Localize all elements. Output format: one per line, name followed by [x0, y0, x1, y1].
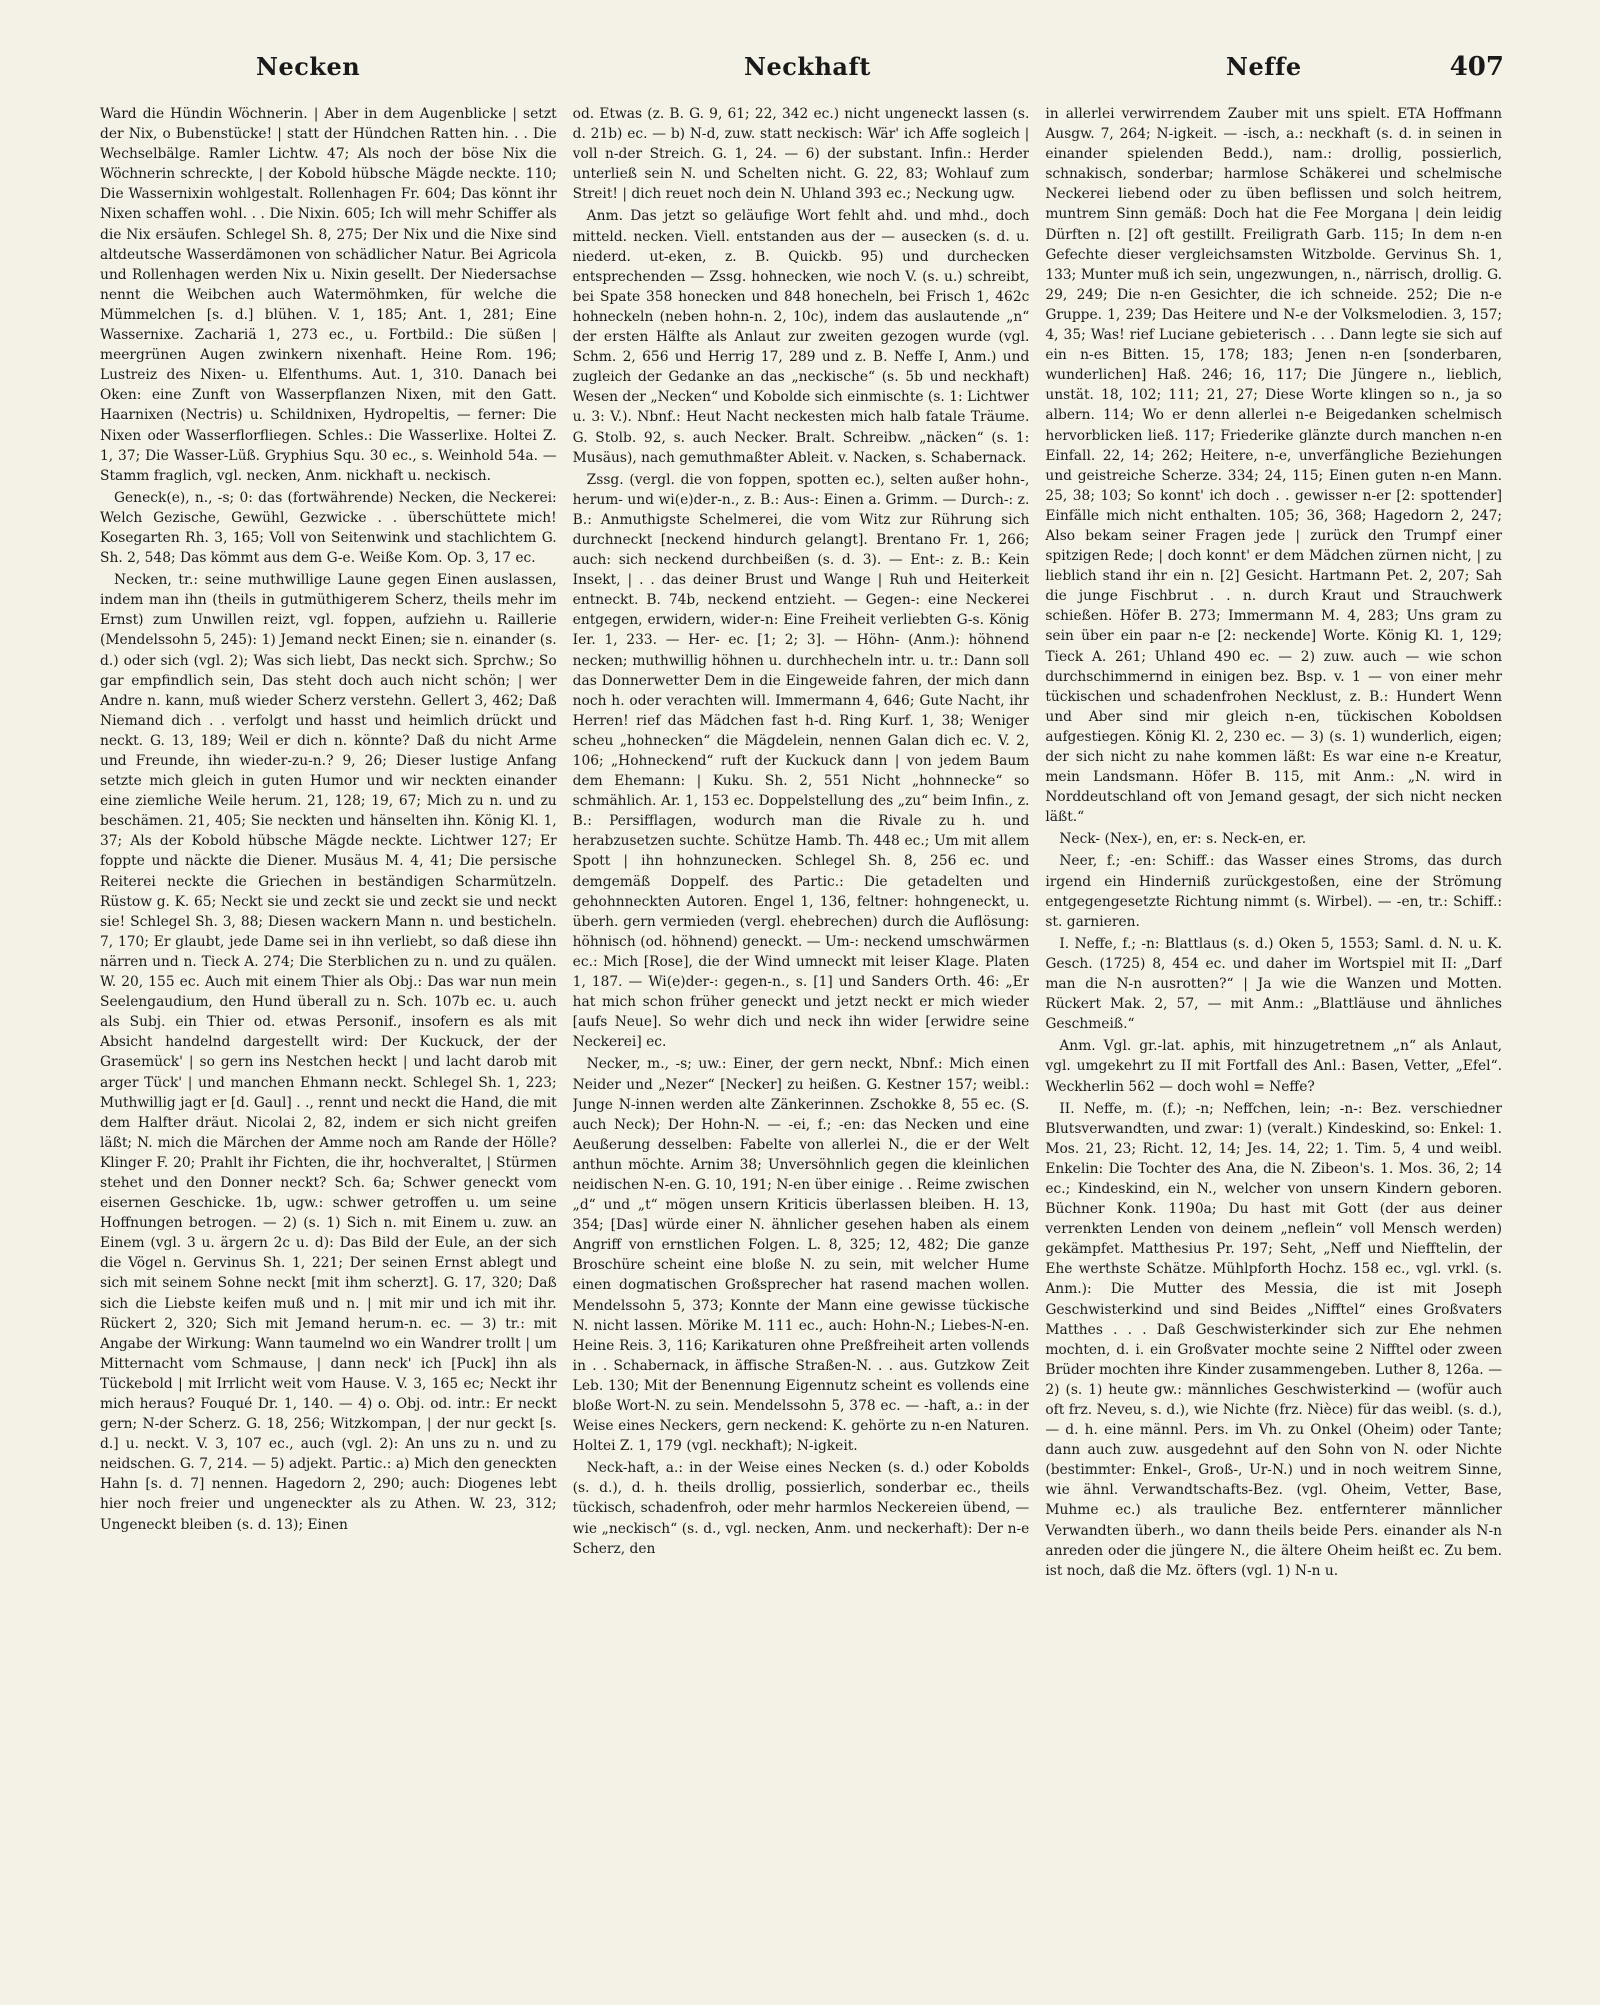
entry-paragraph: Neck-haft, a.: in der Weise eines Necken (s. d.) oder Kobolds (s. d.), d. h. theils drollig, possierlich, sonderbar ec., theils tückisch, schadenfroh, oder mehr harmlos Neckereien übend, — wie „neckisch“ (s. d., vgl. necken, Anm. und neckerhaft): Der n-e Scherz, den: [572, 1460, 1030, 1557]
entry-paragraph: Necker, m., -s; uw.: Einer, der gern neckt, Nbnf.: Mich einen Neider und „Nezer“ [Necker] zu heißen. G. Kestner 157; weibl.: Junge N-innen werden alte Zänkerinnen. Zschokke 8, 55 ec. (S. auch Neck); Der Hohn-N. — -ei, f.; -en: das Necken und eine Aeußerung desselben: Fabelte von allerlei N., die er der Welt anthun möchte. Arnim 38; Unversöhnlich gegen die kleinlichen neidischen N-en. G. 10, 191; N-en über einige . . Reime zwischen „d“ und „t“ mögen unsern Kriticis überlassen bleiben. H. 13, 354; [Das] würde einer N. ähnlicher gesehen haben als einem Angriff von ernstlichen Folgen. L. 8, 325; 12, 482; Die ganze Broschüre scheint eine bloße N. zu sein, mit welcher Hume einen dogmatischen Großsprecher hat rasend machen wollen. Mendelssohn 5, 373; Konnte der Mann eine gewisse tückische N. nicht lassen. Mörike M. 111 ec., auch: Hohn-N.; Liebes-N-en. Heine Reis. 3, 116; Karikaturen ohne Preßfreiheit arten vollends in . . Schabernack, in äffische Straßen-N. . . aus. Gutzkow Zeit Leb. 130; Mit der Benennung Eigennutz scheint es vollends eine bloße Wort-N. zu sein. Mendelssohn 5, 378 ec. — -haft, a.: in der Weise eines Neckers, gern neckend: K. gehörte zu n-en Naturen. Holtei Z. 1, 179 (vgl. neckhaft); N-igkeit.: [572, 1056, 1030, 1455]
column-2: [573, 104, 1030, 1974]
entry-paragraph: Necken, tr.: seine muthwillige Laune gegen Einen auslassen, indem man ihn (theils in gutmüthigerem Scherz, theils mehr im Ernst) zum Unwillen reizt, vgl. foppen, aufziehn u. Raillerie (Mendelssohn 5, 245): 1) Jemand neckt Einen; sie n. einander (s. d.) oder sich (vgl. 2); Was sich liebt, Das neckt sich. Sprchw.; So gar empfindlich sein, Das steht doch auch nicht schön; | wer Andre n. kann, muß wieder Scherz verstehn. Gellert 3, 462; Daß Niemand dich . . verfolgt und hasst und heimlich drückt und neckt. G. 13, 189; Weil er dich n. könnte? Daß du nicht Arme und Freunde, ihn wieder-zu-n.? 9, 26; Dieser lustige Anfang setzte mich gleich in guten Humor und wir neckten einander eine ziemliche Weile herum. 21, 128; 19, 67; Mich zu n. und zu beschämen. 21, 405; Sie neckten und hänselten ihn. König Kl. 1, 37; Als der Kobold hübsche Mägde neckte. Lichtwer 127; Er foppte und näckte die Diener. Musäus M. 4, 41; Die persische Reiterei neckte die Griechen in beständigen Scharmützeln. Rüstow g. K. 65; Neckt sie und zeckt sie und zeckt sie und neckt sie! Schlegel Sh. 3, 88; Diesen wackern Mann n. und besticheln. 7, 170; Er glaubt, jede Dame sei in ihn verliebt, so daß diese ihn närren und n. Tieck A. 274; Die Sterblichen zu n. und zu quälen. W. 20, 155 ec. Auch mit einem Thier als Obj.: Das war nun mein Seelengaudium, den Hund überall zu n. Sch. 107b ec. u. auch als Subj. ein Thier od. etwas Personif., insofern es als mit Absicht handelnd dargestellt wird: Der Kuckuck, der der Grasemück' | so gern ins Nestchen heckt | und lacht darob mit arger Tück' | und manchen Ehmann neckt. Schlegel Sh. 1, 223; Muthwillig jagt er [d. Gaul] . ., rennt und neckt die Hand, die mit dem Halfter dräut. Nicolai 2, 82, indem er sich nicht greifen läßt; N. mich die Märchen der Amme noch am Rande der Hölle? Klinger F. 20; Prahlt ihr Fichten, die ihr, hochveraltet, | Stürmen stehet und den Donner neckt? Sch. 6a; Schwer geneckt vom eisernen Geschicke. 1b, ugw.: schwer getroffen u. um seine Hoffnungen betrogen. — 2) (s. 1) Sich n. mit Einem u. zuw. an Einem (vgl. 3 u. ärgern 2c u. d): Das Bild der Eule, an der sich die Vögel n. Gervinus Sh. 1, 221; Der seinen Ernst ablegt und sich mit seinem Sohne neckt [mit ihm scherzt]. G. 17, 320; Daß sich die Liebste keifen muß und n. | mit mir und ich mit ihr. Rückert 2, 320; Sich mit Jemand herum-n. ec. — 3) tr.: mit Angabe der Wirkung: Wann taumelnd wo ein Wandrer trollt | um Mitternacht vom Schmause, | dann neck' ich [Puck] ihn als Tückebold | mit Irrlicht weit vom Hause. V. 3, 165 ec; Neckt ihr mich heraus? Fouqué Dr. 1, 140. — 4) o. Obj. od. intr.: Er neckt gern; N-der Scherz. G. 18, 256; Witzkompan, | der nur geckt [s. d.] u. neckt. V. 3, 107 ec., auch (vgl. 2): An uns zu n. und zu neidschen. G. 7, 214. — 5) adjekt. Partic.: a) Mich den geneckten Hahn [s. d. 7] nennen. Hagedorn 2, 290; auch: Diogenes lebt hier noch freier und ungeneckter als zu Athen. W. 23, 312; Ungeneckt bleiben (s. d. 13); Einen: [100, 572, 557, 1533]
running-head: [96, 52, 1504, 92]
text-columns: [100, 104, 1502, 1974]
entry-paragraph: II. Neffe, m. (f.); -n; Neffchen, lein; -n-: Bez. verschiedner Blutsverwandten, und zwar: 1) (veralt.) Kindeskind, so: Enkel: 1. Mos. 21, 23; Richt. 12, 14; Jes. 14, 22; 1. Tim. 5, 4 und weibl. Enkelin: Die Tochter des Ana, die N. Zibeon's. 1. Mos. 36, 2; 14 ec.; Kindeskind, ein N., welcher von unsern Kindern geboren. Büchner Konk. 1190a; Du hast mit Gott (der aus deiner verrenkten Lenden von deinem „neflein“ voll Mensch werden) gekämpfet. Matthesius Pr. 197; Seht, „Neff und Niefftelin, der Ehe werthste Schätze. Mühlpforth Hochz. 158 ec., vgl. vrkl. (s. Anm.): Die Mutter des Messia, die ist mit Joseph Geschwisterkind und sind Beides „Nifftel“ eines Großvaters Matthes . . . Daß Geschwisterkinder sich zur Ehe nehmen mochten, d. i. ein Großvater mochte seine 2 Nifftel oder zween Brüder mochten ihre Kinder zusammengeben. Luther 8, 126a. — 2) (s. 1) heute gw.: männliches Geschwisterkind — (wofür auch oft frz. Neveu, s. d.), wie Nichte (frz. Nièce) für das weibl. (s. d.), — d. h. eine männl. Pers. im Vh. zu Onkel (Oheim) oder Tante; dann auch zuw. ausgedehnt auf den Sohn von N. oder Nichte (bestimmter: Enkel-, Groß-, Ur-N.) und in noch weitrem Sinne, wie ähnl. Verwandtschafts-Bez. (vgl. Oheim, Vetter, Base, Muhme ec.) als trauliche Bez. entfernterer männlicher Verwandten überh., wo dann theils beide Pers. einander als N-n anreden oder die jüngere N., die ältere Oheim heißt ec. Zu bem. ist noch, daß die Mz. öfters (vgl. 1) N-n u.: [1045, 1100, 1502, 1579]
entry-paragraph: Neck- (Nex-), en, er: s. Neck-en, er.: [1059, 831, 1307, 848]
header-center-word: Neckhaft: [744, 52, 871, 81]
entry-paragraph: I. Neffe, f.; -n: Blattlaus (s. d.) Oken 5, 1553; Saml. d. N. u. K. Gesch. (1725) 8, 454 ec. und daher im Wortspiel mit II: „Darf man die N-n ausrotten?“ | Ja wie die Wanzen und Motten. Rückert Mak. 2, 57, — mit Anm.: „Blattläuse und ähnliches Geschmeiß.“: [1045, 935, 1502, 1033]
entry-paragraph: od. Etwas (z. B. G. 9, 61; 22, 342 ec.) nicht ungeneckt lassen (s. d. 21b) ec. — b) N-d, zuw. statt neckisch: Wär' ich Affe sogleich | voll n-der Streich. G. 1, 24. — 6) der substant. Infin.: Herder unterließ sein N. und Schelten nicht. G. 22, 83; Wohlauf zum Streit! | dich reuet noch dein N. Uhland 393 ec.; Neckung ugw.: [572, 106, 1030, 203]
entry-paragraph: Anm. Vgl. gr.-lat. aphis, mit hinzugetretnem „n“ als Anlaut, vgl. umgekehrt zu II mit Fortfall des Anl.: Basen, Vetter, „Efel“. Weckherlin 562 — doch wohl = Neffe?: [1045, 1038, 1502, 1095]
header-right-word: Neffe: [1226, 52, 1302, 81]
entry-paragraph: Geneck(e), n., -s; 0: das (fortwährende) Necken, die Neckerei: Welch Gezische, Gewühl, Gezwicke . . überschüttete mich! Kosegarten Rh. 3, 165; Voll von Seitenwink und stachlichtem G. Sh. 2, 548; Das kömmt aus dem G-e. Weiße Kom. Op. 3, 17 ec.: [100, 489, 557, 567]
entry-paragraph: Anm. Das jetzt so geläufige Wort fehlt ahd. und mhd., doch mitteld. necken. Viell. entstanden aus der — ausecken (s. d. u. niederd. ut-eken, z. B. Quickb. 95) und durchecken entsprechenden — Zssg. hohnecken, wie noch V. (s. u.) schreibt, bei Spate 358 honecken und 848 honecheln, bei Frisch 1, 462c hohneckeln (neben hohn-n. 2, 10c), indem das auslautende „n“ der ersten Hälfte als Anlaut zur zweiten gezogen wurde (vgl. Schm. 2, 656 und Herrig 17, 289 und z. B. Neffe I, Anm.) und zugleich der Gedanke an das „neckische“ (s. 5b und neckhaft) Wesen der „Necken“ und Kobolde sich einmischte (s. 1: Lichtwer u. 3: V.). Nbnf.: Heut Nacht neckesten mich halb fatale Träume. G. Stolb. 92, s. auch Necker. Bralt. Schreibw. „näcken“ (s. 1: Musäus), nach gemuthmaßter Ableit. v. Nacken, s. Schabernack.: [572, 208, 1030, 466]
header-left-word: Necken: [256, 52, 361, 81]
entry-paragraph: Zssg. (vergl. die von foppen, spotten ec.), selten außer hohn-, herum- und wi(e)der-n., z. B.: Aus-: Einen a. Grimm. — Durch-: z. B.: Anmuthigste Schelmerei, die vom Witz zur Rührung sich durchneckt [neckend hindurch gelangt]. Brentano Fr. 1, 266; auch: sich neckend durchbeißen (s. d. 3). — Ent-: z. B.: Kein Insekt, | . . das deiner Brust und Wange | Ruh und Heiterkeit entneckt. B. 74b, neckend entzieht. — Gegen-: eine Neckerei entgegen, erwidern, wider-n: Eine Freiheit verliebten G-s. König Ier. 1, 233. — Her- ec. [1; 2; 3]. — Höhn- (Anm.): höhnend necken; muthwillig höhnen u. durchhecheln intr. u. tr.: Dann soll das Donnerwetter Dem in die Eingeweide fahren, der mich dann noch h. oder verachten will. Immermann 4, 646; Gute Nacht, ihr Herren! rief das Mädchen fast h-d. Ring Kurf. 1, 38; Weniger scheu „hohnecken“ die Mägdelein, nennen Galan dich ec. V. 2, 106; „Hohneckend“ ruft der Kuckuck dann | von jedem Baum dem Ehemann: | Kuku. Sh. 2, 551 Nicht „hohnnecke“ so schmählich. Ar. 1, 153 ec. Doppelstellung des „zu“ beim Infin., z. B.: Persifflagen, wodurch man die Rivale zu h. und herabzusetzen suchte. Schütze Hamb. Th. 448 ec.; Um mit allem Spott | ihn hohnzunecken. Schlegel Sh. 8, 256 ec. und demgemäß Doppelf. des Partic.: Die getadelten und gehohnneckten Autoren. Engel 1, 136, feltner: hohngeneckt, u. überh. gern vermieden (vergl. ehebrechen) durch die Auflösung: höhnisch (od. höhnend) geneckt. — Um-: neckend umschwärmen ec.: Mich [Rose], die der Wind umneckt mit leiser Klage. Platen 1, 187. — Wi(e)der-: gegen-n., s. [1] und Sanders Orth. 46: „Er hat mich schon früher geneckt und jetzt neckt er mich wieder [aufs Neue]. So wehr dich und neck ihn wider [erwidre seine Neckerei] ec.: [572, 471, 1030, 1051]
column-3: [1045, 104, 1502, 1974]
column-1: [100, 104, 557, 1974]
entry-paragraph: Ward die Hündin Wöchnerin. | Aber in dem Augenblicke | setzt der Nix, o Bubenstücke! | statt der Hündchen Ratten hin. . . Die Wechselbälge. Ramler Lichtw. 47; Als noch der böse Nix die Wöchnerin schreckte, | der Kobold hübsche Mägde neckte. 110; Die Wassernixin wohlgestalt. Rollenhagen Fr. 604; Das könnt ihr Nixen schaffen wohl. . . Die Nixin. 605; Ich will mehr Schiffer als die Nix ersäufen. Schlegel Sh. 8, 275; Der Nix und die Nixe sind altdeutsche Wasserdämonen von schädlicher Natur. Bei Agricola und Rollenhagen werden Nix u. Nixin gesellt. Der Niedersachse nennt die Weibchen auch Watermöhmken, für welche die Mümmelchen [s. d.] blühen. V. 1, 185; Ant. 1, 281; Eine Wassernixe. Zachariä 1, 273 ec., u. Fortbild.: Die süßen | meergrünen Augen zwinkern nixenhaft. Heine Rom. 196; Lustreiz des Nixen- u. Elfenthums. Aut. 1, 310. Danach bei Oken: eine Zunft von Wasserpflanzen Nixen, mit den Gatt. Haarnixen (Nectris) u. Schildnixen, Hydropeltis, — ferner: Die Nixen oder Wasserflorfliegen. Schles.: Die Wasserlixe. Holtei Z. 1, 37; Die Wasser-Lüß. Gryphius Squ. 30 ec., s. Weinhold 54a. — Stamm fraglich, vgl. necken, Anm. nickhaft u. neckisch.: [100, 106, 557, 484]
page-number: 407: [1449, 52, 1504, 82]
entry-paragraph: Neer, f.; -en: Schiff.: das Wasser eines Stroms, das durch irgend ein Hinderniß zurückgestoßen, eine der Strömung entgegengesetzte Richtung nimmt (s. Wirbel). — -en, tr.: Schiff.: st. garnieren.: [1045, 853, 1502, 930]
entry-paragraph: in allerlei verwirrendem Zauber mit uns spielt. ETA Hoffmann Ausgw. 7, 264; N-igkeit. — -isch, a.: neckhaft (s. d. in seinen in einander spielenden Bedd.), nam.: drollig, possierlich, schnakisch, sonderbar; harmlose Schäkerei und schelmische Neckerei liebend oder zu üben beflissen und solch heitrem, muntrem Sinn gemäß: Doch hat die Fee Morgana | dein leidig Dürften n. [2] oft gestillt. Freiligrath Garb. 115; In dem n-en Gefechte dieser vergleichsamsten Witzbolde. Gervinus Sh. 1, 133; Munter muß ich sein, ungezwungen, n., närrisch, drollig. G. 29, 249; Die n-en Gesichter, die ich schneide. 252; Die n-e Gruppe. 1, 239; Das Heitere und N-e der Volksmelodien. 3, 157; 4, 35; Was! rief Luciane gebieterisch . . . Dann legte sie sich auf ein n-es Bitten. 15, 178; 183; Jenen n-en [sonderbaren, wunderlichen] Haß. 246; 16, 117; Die Jüngere n., lieblich, unstät. 18, 102; 111; 21, 27; Diese Worte klingen so n., ja so albern. 114; Wo er denn allerlei n-e Beigedanken schelmisch hervorblicken ließ. 117; Friederike glänzte durch manchen n-en Einfall. 22, 14; 262; Heitere, n-e, unverfängliche Beziehungen und geistreiche Scherze. 334; 24, 115; Einen guten n-en Mann. 25, 38; 103; So konnt' ich doch . . gewisser n-er [2: spottender] Einfälle mich nicht enthalten. 105; 36, 368; Hagedorn 2, 247; Also bekam seiner Fragen jede | zurück den Trumpf einer spitzigen Rede; | doch konnt' er dem Mädchen zürnen nicht, | zu lieblich stand ihr ein n. [2] Gesicht. Hartmann Pet. 2, 207; Sah die junge Fischbrut . . n. durch Kraut und Strauchwerk schießen. Höfer B. 273; Immermann M. 4, 283; Uns gram zu sein über ein paar n-e [2: neckende] Worte. König Kl. 1, 129; Tieck A. 261; Uhland 490 ec. — 2) zuw. auch — wie schon durchschimmernd in einigen bez. Bsp. v. 1 — von einer mehr tückischen und schadenfrohen Necklust, z. B.: Hundert Wenn und Aber sind mir gleich n-en, tückischen Koboldsen aufgestiegen. König Kl. 2, 230 ec. — 3) (s. 1) wunderlich, eigen; der sich nicht zu nahe kommen läßt: Es war eine n-e Kreatur, mein Landsmann. Höfer B. 115, mit Anm.: „N. wird in Norddeutschland oft von Jemand gesagt, der sich nicht necken läßt.“: [1045, 106, 1502, 826]
